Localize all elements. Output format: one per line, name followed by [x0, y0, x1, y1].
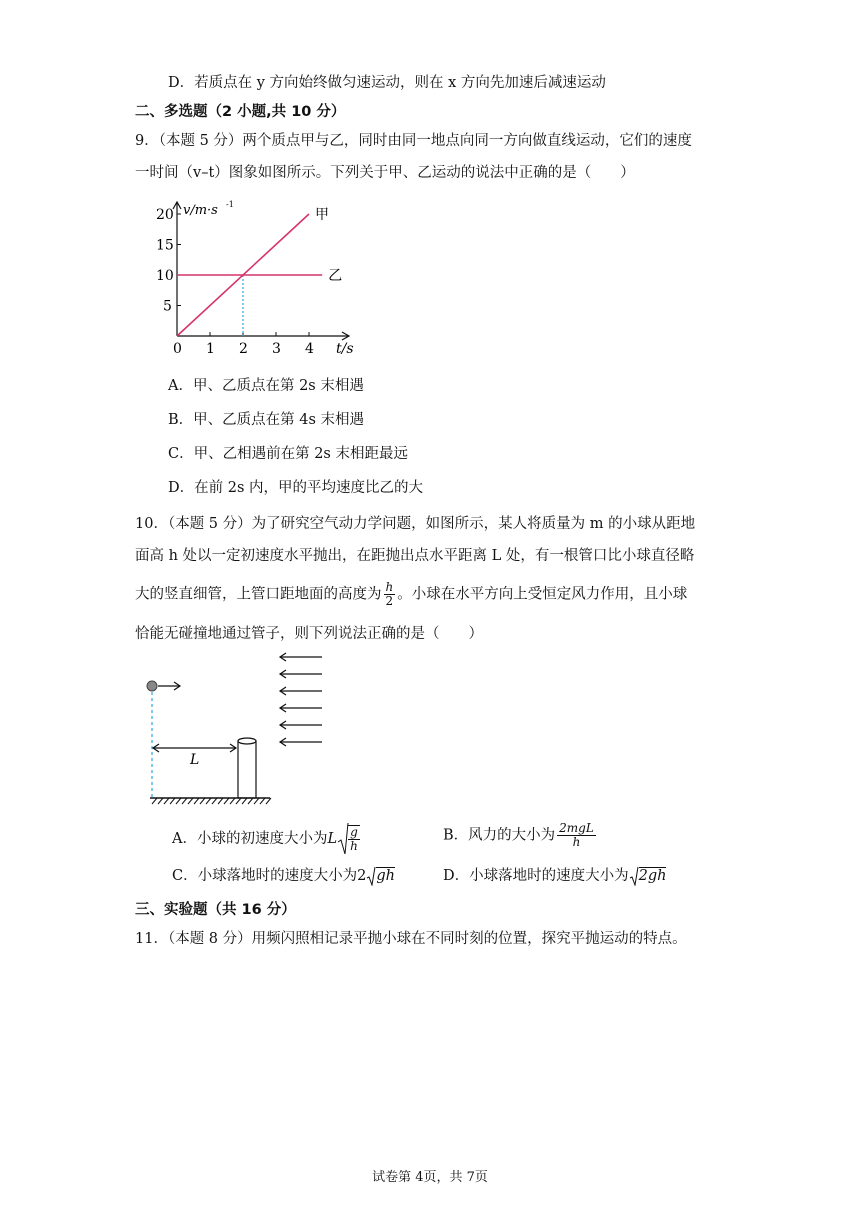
x-tick-label: 3: [272, 341, 281, 357]
q10-option-c: C．小球落地时的速度大小为2 gh: [172, 868, 395, 884]
series-label-1: 乙: [328, 268, 343, 284]
section-heading-multiple-choice: 二、多选题（2 小题,共 10 分）: [135, 104, 346, 120]
h-over-2-fraction: $\frac{h}{2}$: [385, 580, 394, 608]
y-tick-label: 20: [156, 207, 174, 223]
y-axis-label-superscript: -1: [226, 200, 234, 209]
y-axis-label: v/m·s: [183, 203, 218, 218]
x-tick-label: 4: [305, 341, 314, 357]
q9-stem-line2: 一时间（v–t）图象如图所示。下列关于甲、乙运动的说法中正确的是（ ）: [135, 165, 635, 181]
wind-arrows: [280, 653, 322, 746]
vertical-tube: [238, 741, 256, 798]
y-tick-label: 10: [156, 268, 174, 284]
q8-option-d: D．若质点在 y 方向始终做匀速运动，则在 x 方向先加速后减速运动: [168, 75, 606, 91]
x-tick-label: 0: [173, 341, 182, 357]
ball: [147, 681, 157, 691]
projectile-wind-diagram: [140, 648, 340, 808]
q10-option-b: B．风力的大小为 $\frac{\text{2mgL}}{h}$: [443, 821, 594, 849]
x-tick-label: 1: [206, 341, 215, 357]
q10-stem-line3: 大的竖直细管，上管口距地面的高度为 $\frac{h}{2}$ 。小球在水平方向上受恒定风力作用，且小球: [135, 580, 688, 608]
q9-option-d: D．在前 2s 内，甲的平均速度比乙的大: [168, 480, 424, 496]
section-heading-experiment: 三、实验题（共 16 分）: [135, 902, 296, 918]
q9-option-b: B．甲、乙质点在第 4s 末相遇: [168, 412, 365, 428]
y-tick-label: 15: [156, 237, 174, 254]
q10-stem-line2: 面高 h 处以一定初速度水平抛出，在距抛出点水平距离 L 处，有一根管口比小球直径略: [135, 548, 695, 564]
q10-stem-line4: 恰能无碰撞地通过管子，则下列说法正确的是（ ）: [135, 626, 483, 642]
length-label-l: L: [190, 752, 200, 768]
q10-option-d: D．小球落地时的速度大小为 2gh: [443, 868, 667, 884]
q11-stem-line1: 11．（本题 8 分）用频闪照相记录平抛小球在不同时刻的位置，探究平抛运动的特点。: [135, 931, 687, 947]
y-tick-label: 5: [163, 298, 172, 315]
page-footer: 试卷第 4页，共 7页: [372, 1170, 488, 1185]
q9-option-a: A．甲、乙质点在第 2s 末相遇: [168, 378, 364, 394]
x-axis-label: t/s: [336, 341, 354, 357]
series-label-0: 甲: [315, 207, 329, 223]
x-tick-label: 2: [239, 341, 248, 357]
q9-stem-line1: 9．（本题 5 分）两个质点甲与乙，同时由同一地点向同一方向做直线运动，它们的速度: [135, 133, 692, 149]
q10-stem-line1: 10．（本题 5 分）为了研究空气动力学问题，如图所示，某人将质量为 m 的小球从距地: [135, 516, 696, 532]
q10-option-a: A．小球的初速度大小为L $\frac{g}{h}$: [172, 822, 362, 856]
q9-option-c: C．甲、乙相遇前在第 2s 末相距最远: [168, 446, 408, 462]
vt-chart: [150, 195, 370, 360]
